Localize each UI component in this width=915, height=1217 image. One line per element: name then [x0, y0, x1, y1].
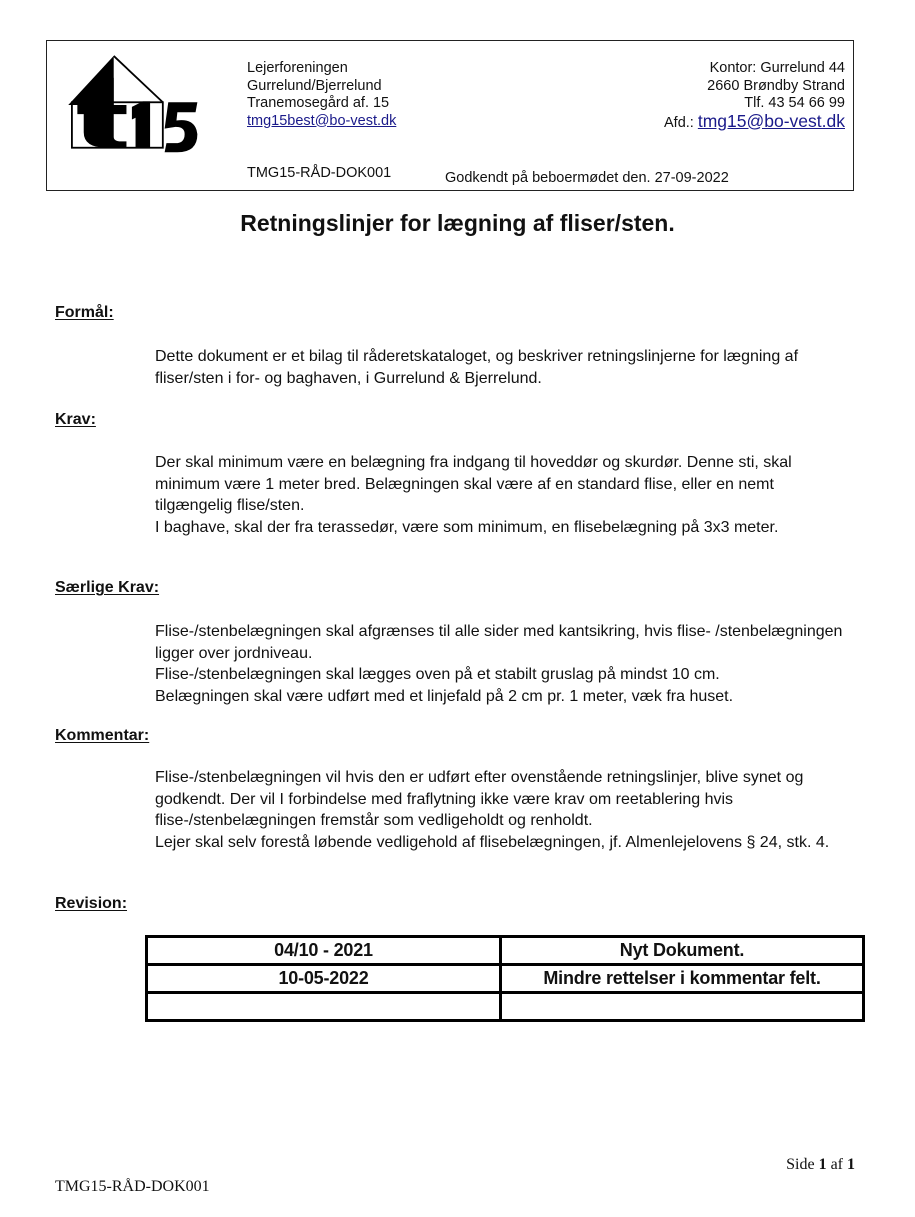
approval-note: Godkendt på beboermødet den. 27-09-2022: [445, 170, 729, 186]
revision-description: Nyt Dokument.: [501, 937, 864, 965]
section-body-kommentar: [155, 767, 855, 853]
table-row: [147, 965, 864, 993]
office-address: Kontor: Gurrelund 44: [709, 60, 845, 76]
revision-table: [145, 935, 865, 1022]
org-email-link[interactable]: tmg15best@bo-vest.dk: [247, 112, 397, 129]
organization-info: [247, 60, 396, 130]
afd-label: Afd.:: [664, 114, 694, 131]
section-heading-krav: Krav:: [55, 411, 96, 428]
table-row: [147, 993, 864, 1021]
document-header: [46, 40, 854, 191]
section-heading-formal: Formål:: [55, 304, 114, 321]
section-heading-revision: Revision:: [55, 895, 128, 912]
page-number: [786, 1156, 855, 1174]
revision-description: Mindre rettelser i kommentar felt.: [501, 965, 864, 993]
document-title: Retningslinjer for lægning af fliser/sten.: [240, 210, 675, 236]
table-row: [147, 937, 864, 965]
section-body-formal: [155, 346, 855, 389]
revision-date: 10-05-2022: [147, 965, 501, 993]
revision-date: 04/10 - 2021: [147, 937, 501, 965]
org-name: Lejerforeningen: [247, 60, 348, 76]
revision-description: [501, 993, 864, 1021]
afd-email-link[interactable]: tmg15@bo-vest.dk: [697, 110, 845, 131]
page-total: 1: [847, 1156, 855, 1173]
org-subname: Gurrelund/Bjerrelund: [247, 77, 382, 94]
paragraph: Der skal minimum være en belægning fra indgang til hoveddør og skurdør. Denne sti, skal minimum være 1 meter bred. Belægningen skal være af en standard flise, eller en nemt tilgængelig flise/sten.: [155, 454, 792, 514]
paragraph: Flise-/stenbelægningen skal afgrænses til alle sider med kantsikring, hvis flise- /stenbelægningen ligger over jordniveau.: [155, 623, 843, 662]
section-heading-kommentar: Kommentar:: [55, 727, 150, 744]
paragraph: Lejer skal selv forestå løbende vedligehold af flisebelægningen, jf. Almenlejelovens § 24, stk. 4.: [155, 833, 830, 851]
section-body-saerlige-krav: [155, 621, 855, 707]
page-of-label: af: [830, 1156, 843, 1173]
revision-date: [147, 993, 501, 1021]
page-current: 1: [818, 1156, 827, 1173]
header-doc-id: TMG15-RÅD-DOK001: [247, 165, 392, 181]
section-body-krav: [155, 452, 855, 538]
paragraph: Dette dokument er et bilag til råderetskataloget, og beskriver retningslinjerne for lægning af fliser/sten i for- og baghaven, i Gurrelund & Bjerrelund.: [155, 348, 799, 387]
office-city: 2660 Brøndby Strand: [707, 77, 845, 94]
paragraph: Belægningen skal være udført med et linjefald på 2 cm pr. 1 meter, væk fra huset.: [155, 687, 734, 705]
contact-info: [664, 60, 845, 132]
t15-logo-icon: [61, 49, 211, 161]
footer-doc-id: TMG15-RÅD-DOK001: [55, 1178, 210, 1195]
page-label: Side: [786, 1156, 815, 1173]
paragraph: Flise-/stenbelægningen skal lægges oven på et stabilt gruslag på mindst 10 cm.: [155, 666, 720, 683]
paragraph: Flise-/stenbelægningen vil hvis den er udført efter ovenstående retningslinjer, blive synet og godkendt. Der vil I forbindelse med fraflytning ikke være krav om reetablering hvis flise-/stenbelægningen fremstår som vedligeholdt og renholdt.: [155, 769, 804, 829]
office-phone: Tlf. 43 54 66 99: [744, 95, 845, 111]
org-address: Tranemosegård af. 15: [247, 95, 390, 111]
section-heading-saerlige-krav: Særlige Krav:: [55, 579, 160, 596]
paragraph: I baghave, skal der fra terassedør, være som minimum, en flisebelægning på 3x3 meter.: [155, 518, 779, 536]
